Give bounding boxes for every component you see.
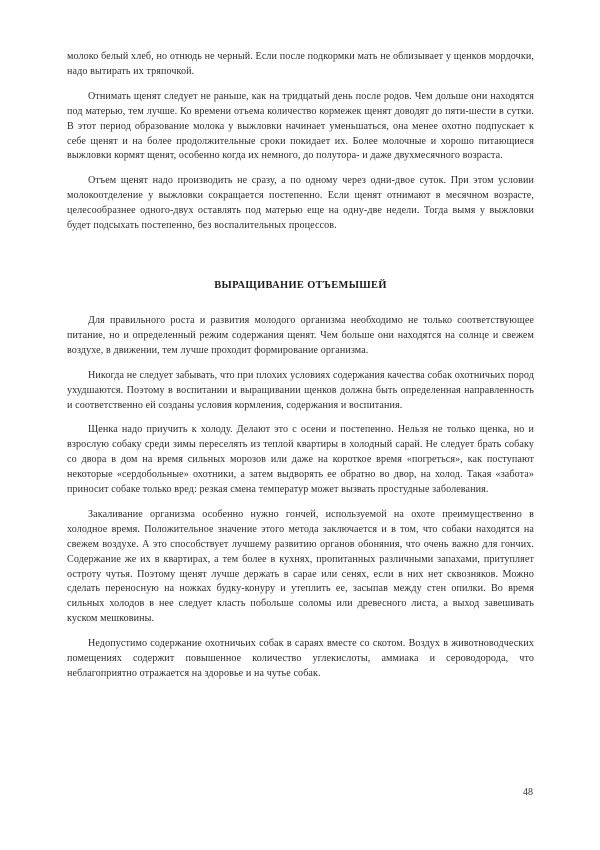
paragraph-livestock-sheds: Недопустимо содержание охотничьих собак в сараях вместе со скотом. Воздух в животноводческих помещениях содержит повышенное количество углекислоты, аммиака и сероводорода, что неблагоприятно отражается на здоровье и на чутье собак. bbox=[67, 638, 534, 679]
paragraph-continuation: молоко белый хлеб, но отнюдь не черный. Если после подкормки мать не облизывает у щенков мордочки, надо вытирать их тряпочкой. bbox=[67, 51, 534, 77]
paragraph-cold-acclimation: Щенка надо приучить к холоду. Делают это с осени и постепенно. Нельзя не только щенка, но и взрослую собаку среди зимы переселять из теплой квартиры в холодный сарай. Не следует брать собаку со двора в дом на время сильных морозов или даже на короткое время «погреться», как поступают некоторые «сердобольные» охотники, а затем выдворять ее обратно во двор, на холод. Такая «забота» приносит собаке только вред: резкая смена температур может вызвать простудные заболевания. bbox=[67, 424, 534, 496]
section-heading-block bbox=[67, 278, 534, 293]
page-content bbox=[67, 50, 534, 682]
paragraph-growth-regimen: Для правильного роста и развития молодого организма необходимо не только соответствующее питание, но и определенный режим содержания щенят. Чем больше они находятся на солнце и свежем воздухе, в движении, тем лучше проходит формирование организма. bbox=[67, 314, 534, 356]
paragraph-weaning-age: Отнимать щенят следует не раньше, как на тридцатый день после родов. Чем дольше они находятся под матерью, тем лучше. Ко времени отъема количество кормежек щенят доводят до пяти-шести в сутки. В этот период образование молока у выжловки начинает уменьшаться, она менее охотно подпускает к себе щенят и на более продолжительные сроки покидает их. Более молочные и хорошо питающиеся выжловки кормят щенят, особенно когда их немного, до полутора- и даже двухмесячного возраста. bbox=[67, 90, 534, 162]
paragraph-breeding-conditions: Никогда не следует забывать, что при плохих условиях содержания качества собак охотничьих пород ухудшаются. Поэтому в воспитании и выращивании щенков должна быть определенная направленность и соответственно ей созданы условия кормления, содержания и воспитания. bbox=[67, 369, 534, 411]
paragraph-hardening-housing: Закаливание организма особенно нужно гончей, используемой на охоте преимущественно в холодное время. Положительное значение этого метода заключается и в том, что собаки находятся на свежем воздухе. А это способствует лучшему развитию органов обоняния, что очень важно для гончих. Содержание же их в квартирах, а тем более в кухнях, пропитанных различными запахами, притупляет остроту чутья. Поэтому щенят лучше держать в сарае или сенях, если в них нет сквозняков. Можно сделать переносную на ножках будку-конуру и утеплить ее, засыпав между стен опилки. Во время сильных холодов в нее следует класть побольше соломы или древесного листа, а выход завешивать куском мешковины. bbox=[67, 508, 534, 625]
paragraph-weaning-method: Отъем щенят надо производить не сразу, а по одному через одни-двое суток. При этом условии молокоотделение у выжловки сокращается постепенно. Если щенят отнимают в месячном возрасте, целесообразнее одного-двух оставлять под матерью еще на одну-две недели. Тогда вымя у выжловки будет подсыхать постепенно, без воспалительных процессов. bbox=[67, 175, 534, 232]
section-heading: ВЫРАЩИВАНИЕ ОТЪЕМЫШЕЙ bbox=[214, 279, 387, 291]
page-number: 48 bbox=[522, 787, 533, 798]
